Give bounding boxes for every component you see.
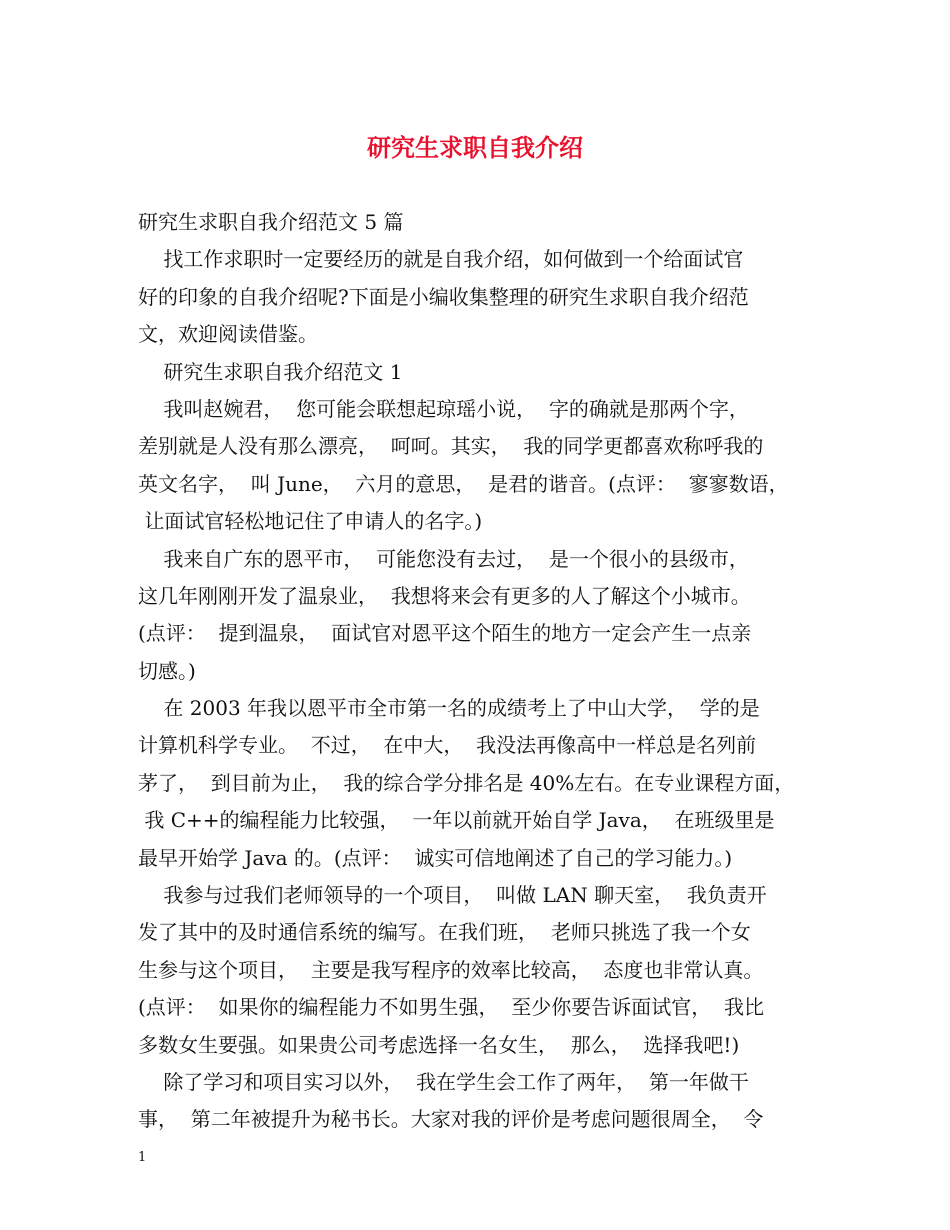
text-line: 差别就是人没有那么漂亮， 呵呵。其实， 我的同学更都喜欢称呼我的 [138,434,764,459]
text-line: 计算机科学专业。 不过， 在中大， 我没法再像高中一样总是名列前 [138,733,757,758]
text-line: 研究生求职自我介绍范文 1 [138,359,403,384]
page-number: 1 [138,1150,147,1165]
text-line: 好的印象的自我介绍呢?下面是小编收集整理的研究生求职自我介绍范 [138,284,749,309]
text-line: (点评： 如果你的编程能力不如男生强， 至少你要告诉面试官， 我比 [138,995,764,1020]
text-line: 英文名字， 叫 June， 六月的意思， 是君的谐音。(点评： 寥寥数语， [138,471,789,496]
document-body [138,204,828,1139]
text-line: 除了学习和项目实习以外， 我在学生会工作了两年， 第一年做干 [138,1069,749,1094]
text-line: 我来自广东的恩平市， 可能您没有去过， 是一个很小的县级市， [138,546,749,571]
text-line: 在 2003 年我以恩平市全市第一名的成绩考上了中山大学， 学的是 [138,696,760,721]
text-line: 我 C++的编程能力比较强， 一年以前就开始自学 Java， 在班级里是 [138,808,775,833]
text-line: 切感。) [138,658,196,683]
text-line: 我叫赵婉君， 您可能会联想起琼瑶小说， 字的确就是那两个字， [138,396,749,421]
text-line: 文，欢迎阅读借鉴。 [138,322,318,347]
document-title: 研究生求职自我介绍 [367,133,583,162]
text-line: 事， 第二年被提升为秘书长。大家对我的评价是考虑问题很周全， 令 [138,1107,764,1132]
text-line: 发了其中的及时通信系统的编写。在我们班， 老师只挑选了我一个女 [138,920,751,945]
text-line: 茅了， 到目前为止， 我的综合学分排名是 40%左右。在专业课程方面， [138,770,795,795]
text-line: 这几年刚刚开发了温泉业， 我想将来会有更多的人了解这个小城市。 [138,583,751,608]
text-line: 让面试官轻松地记住了申请人的名字。) [138,509,483,534]
text-line: 生参与这个项目， 主要是我写程序的效率比较高， 态度也非常认真。 [138,957,764,982]
text-line: 多数女生要强。如果贵公司考虑选择一名女生， 那么， 选择我吧!) [138,1032,740,1057]
text-line: 找工作求职时一定要经历的就是自我介绍，如何做到一个给面试官 [138,247,744,272]
text-line: 我参与过我们老师领导的一个项目， 叫做 LAN 聊天室， 我负责开 [138,883,767,908]
text-line: 研究生求职自我介绍范文 5 篇 [138,210,404,234]
text-line: (点评： 提到温泉， 面试官对恩平这个陌生的地方一定会产生一点亲 [138,621,752,646]
text-line: 最早开始学 Java 的。(点评： 诚实可信地阐述了自己的学习能力。) [138,845,733,870]
